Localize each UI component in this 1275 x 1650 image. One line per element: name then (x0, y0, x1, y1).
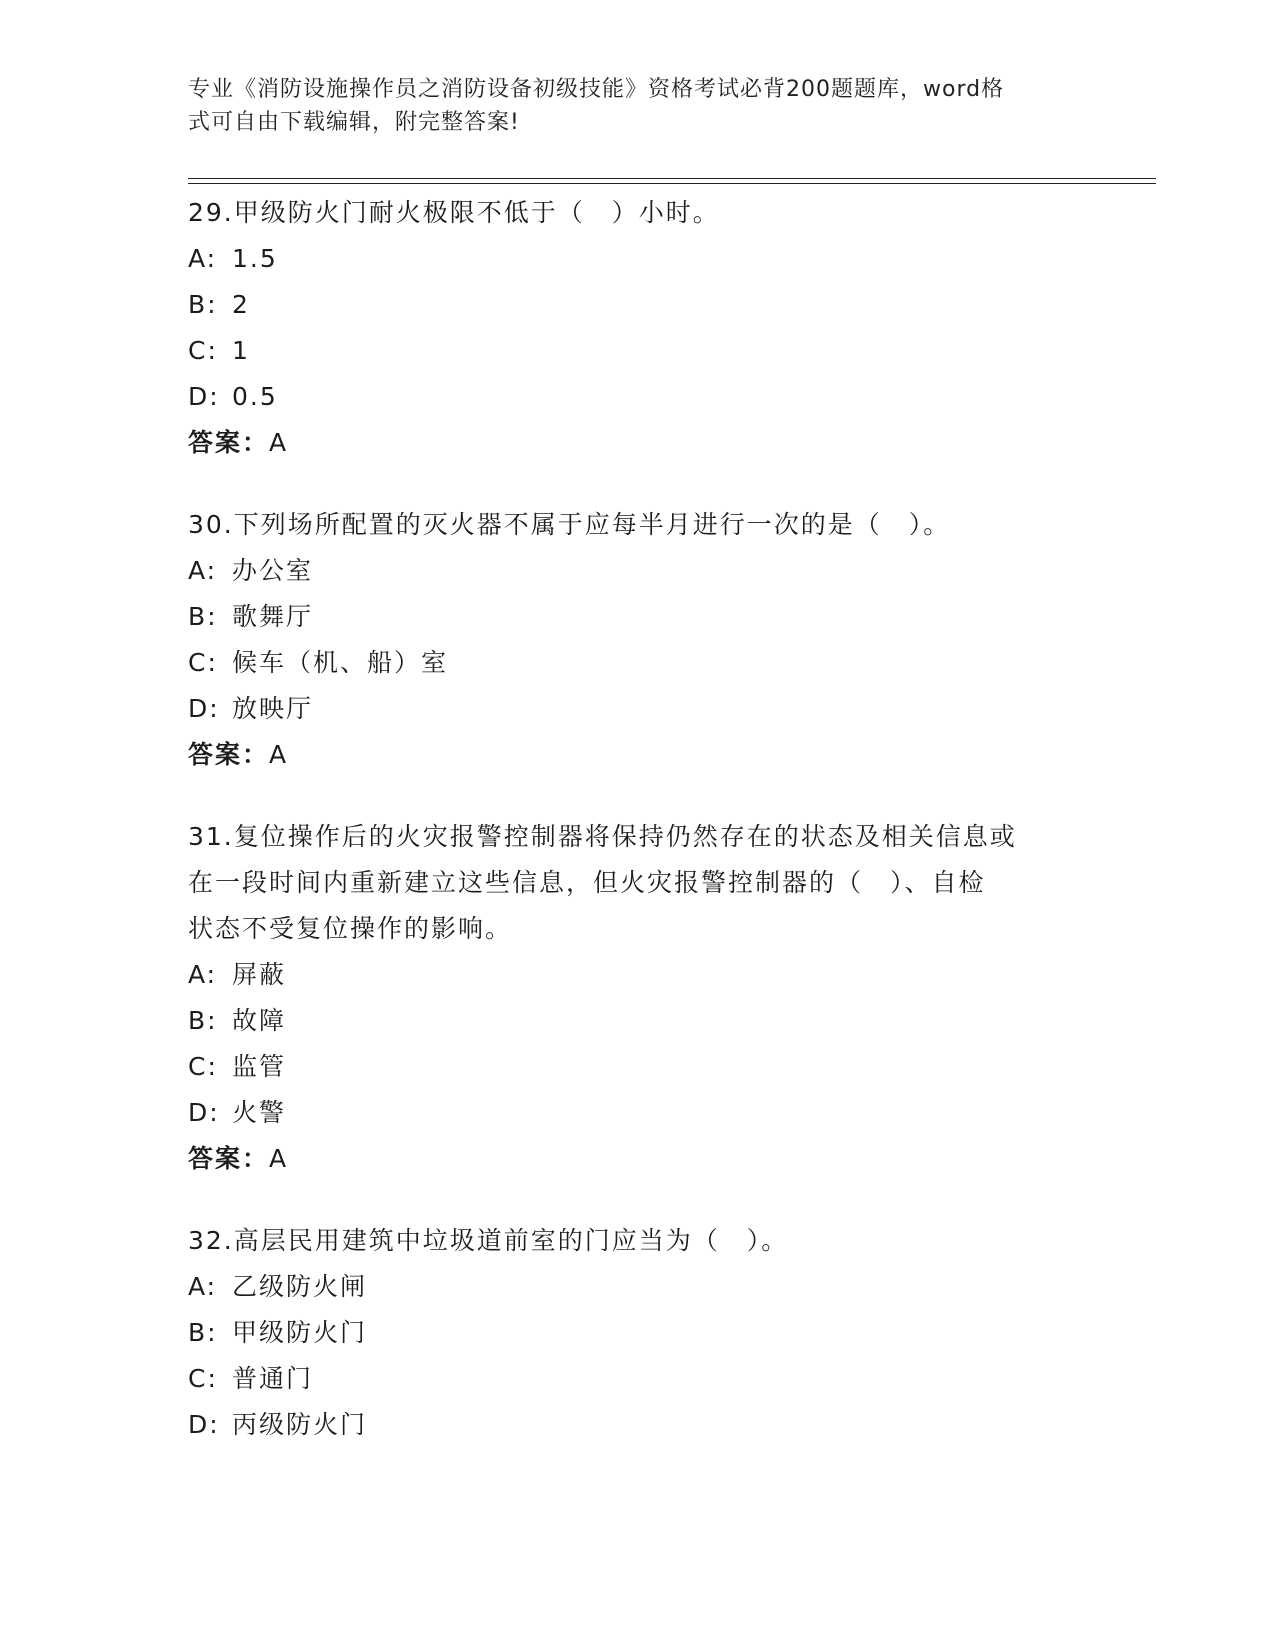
option-letter: A: (188, 960, 218, 989)
option-b (188, 282, 1088, 328)
option-c (188, 640, 1088, 686)
option-c (188, 328, 1088, 374)
question-stem: 32.高层民用建筑中垃圾道前室的门应当为（ ）。 (188, 1226, 789, 1255)
option-letter: A: (188, 1272, 218, 1301)
question-stem-line-2: 在一段时间内重新建立这些信息，但火灾报警控制器的（ ）、自检 (188, 868, 986, 897)
question-31 (188, 814, 1088, 1182)
option-a (188, 236, 1088, 282)
header-divider-bottom (188, 183, 1156, 184)
question-stem-line-3: 状态不受复位操作的影响。 (188, 914, 513, 943)
option-letter: A: (188, 556, 218, 585)
answer-label: 答案： (188, 740, 270, 769)
option-text: 屏蔽 (232, 960, 287, 989)
option-text: 歌舞厅 (232, 602, 314, 631)
question-stem: 30.下列场所配置的灭火器不属于应每半月进行一次的是（ ）。 (188, 510, 951, 539)
option-letter: B: (188, 1006, 218, 1035)
option-letter: D: (188, 1098, 220, 1127)
question-30 (188, 502, 1088, 778)
question-stem: 29.甲级防火门耐火极限不低于（ ）小时。 (188, 198, 720, 227)
option-d (188, 1402, 1088, 1448)
option-letter: C: (188, 1052, 218, 1081)
option-text: 2 (232, 290, 250, 319)
option-letter: C: (188, 336, 218, 365)
answer-value: A (269, 1144, 289, 1173)
question-32 (188, 1218, 1088, 1448)
option-text: 火警 (232, 1098, 287, 1127)
answer-line (188, 420, 1088, 466)
option-letter: D: (188, 1410, 220, 1439)
option-letter: C: (188, 1364, 218, 1393)
option-text: 办公室 (232, 556, 314, 585)
option-letter: D: (188, 694, 220, 723)
option-a (188, 952, 1088, 998)
option-d (188, 686, 1088, 732)
option-b (188, 998, 1088, 1044)
header-divider-top (188, 178, 1156, 179)
option-letter: C: (188, 648, 218, 677)
answer-label: 答案： (188, 428, 270, 457)
answer-line (188, 1136, 1088, 1182)
option-c (188, 1356, 1088, 1402)
question-list (188, 190, 1088, 1484)
option-text: 监管 (232, 1052, 287, 1081)
answer-label: 答案： (188, 1144, 270, 1173)
option-d (188, 1090, 1088, 1136)
option-a (188, 548, 1088, 594)
option-letter: B: (188, 1318, 218, 1347)
header-line-2: 式可自由下载编辑，附完整答案! (188, 110, 520, 135)
option-text: 放映厅 (232, 694, 314, 723)
document-header (188, 73, 1068, 139)
answer-value: A (269, 740, 289, 769)
header-line-1: 专业《消防设施操作员之消防设备初级技能》资格考试必背200题题库，word格 (188, 77, 1005, 102)
option-text: 普通门 (232, 1364, 314, 1393)
option-b (188, 1310, 1088, 1356)
option-d (188, 374, 1088, 420)
option-text: 候车（机、船）室 (232, 648, 449, 677)
option-letter: B: (188, 602, 218, 631)
option-letter: A: (188, 244, 218, 273)
option-text: 故障 (232, 1006, 287, 1035)
question-stem-line-1: 31.复位操作后的火灾报警控制器将保持仍然存在的状态及相关信息或 (188, 822, 1017, 851)
option-letter: B: (188, 290, 218, 319)
option-text: 乙级防火闸 (232, 1272, 368, 1301)
option-text: 1.5 (232, 244, 278, 273)
answer-line (188, 732, 1088, 778)
option-text: 甲级防火门 (232, 1318, 368, 1347)
answer-value: A (269, 428, 289, 457)
option-c (188, 1044, 1088, 1090)
option-text: 1 (232, 336, 250, 365)
option-text: 丙级防火门 (232, 1410, 368, 1439)
question-29 (188, 190, 1088, 466)
option-text: 0.5 (232, 382, 278, 411)
option-a (188, 1264, 1088, 1310)
option-b (188, 594, 1088, 640)
option-letter: D: (188, 382, 220, 411)
